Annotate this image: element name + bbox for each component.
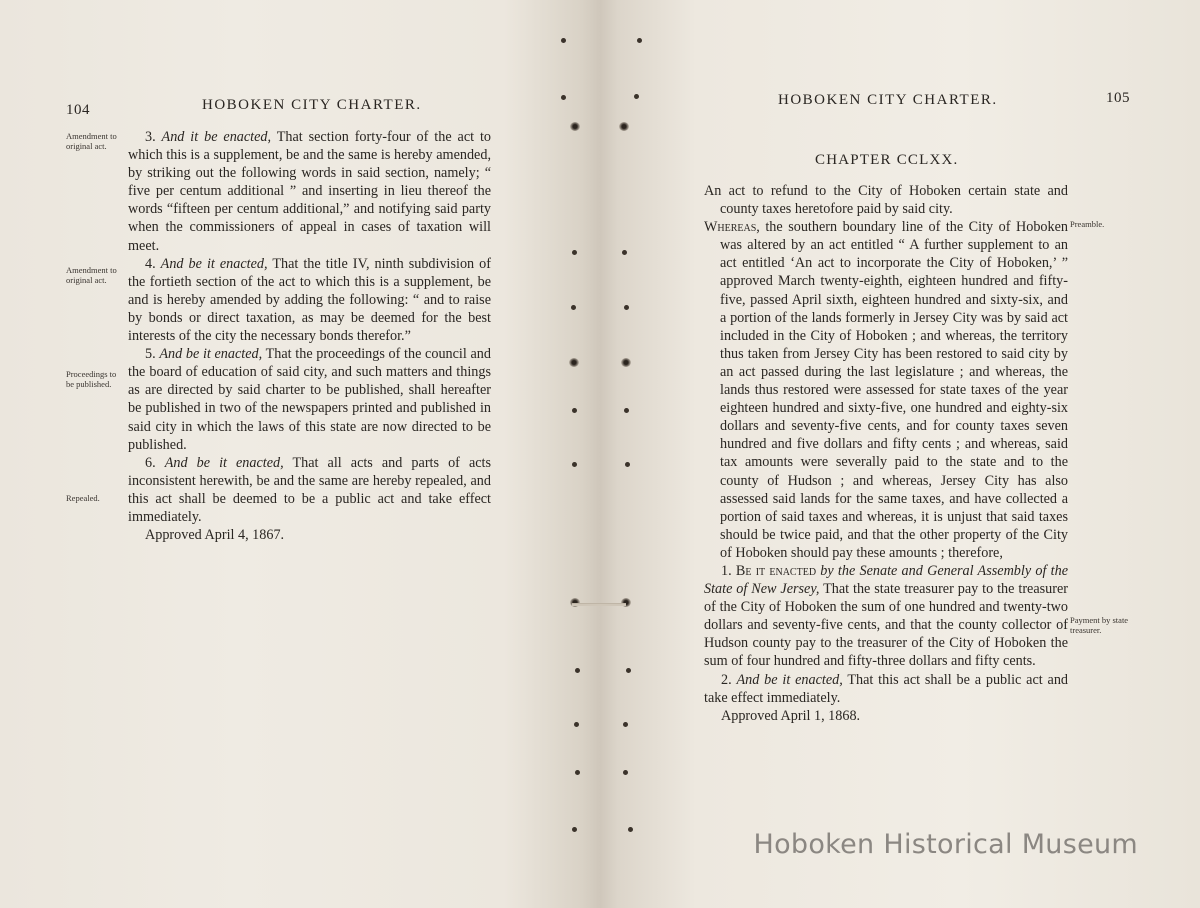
margin-note-payment: Payment by state treasurer. — [1070, 615, 1129, 635]
section-5: 5. And be it enacted, That the proceedings of the council and the board of education of said city, and such matters and things as are directed by said charter to be published, shall hereafter be published in two of the newspapers printed and published in said city in which the laws of this state are now directed to be published. — [128, 346, 491, 453]
binding-hole — [625, 462, 630, 467]
left-running-head: HOBOKEN CITY CHARTER. — [202, 97, 422, 113]
section-2: 2. And be it enacted, That this act shall be a public act and take effect immediately. — [704, 671, 1069, 706]
binding-hole — [623, 722, 628, 727]
binding-hole — [572, 827, 577, 832]
binding-hole — [628, 827, 633, 832]
right-page — [600, 0, 1200, 908]
museum-watermark: Hoboken Historical Museum — [753, 829, 1138, 860]
margin-note-amendment-2: Amendment to original act. — [66, 265, 117, 285]
binding-hole — [626, 668, 631, 673]
binding-hole — [569, 358, 579, 367]
margin-note-proceedings: Proceedings to be published. — [66, 369, 117, 389]
section-6: 6. And be it enacted, That all acts and parts of acts inconsistent herewith, be and the same are hereby repealed, and this act shall be deemed to be a public act and take effect immediately. — [128, 454, 491, 525]
binding-hole — [572, 462, 577, 467]
binding-hole — [622, 250, 627, 255]
right-approved-date: Approved April 1, 1868. — [721, 707, 861, 724]
binding-hole — [575, 668, 580, 673]
margin-note-preamble: Preamble. — [1070, 219, 1105, 229]
act-title: An act to refund to the City of Hoboken certain state and county taxes heretofore paid by said city. — [704, 183, 1068, 218]
binding-hole — [561, 38, 566, 43]
binding-hole — [574, 722, 579, 727]
left-page-number: 104 — [66, 102, 90, 118]
binding-hole — [572, 408, 577, 413]
binding-thread — [572, 603, 626, 606]
binding-hole — [621, 358, 631, 367]
binding-hole — [637, 38, 642, 43]
right-body-text — [704, 182, 1068, 725]
binding-hole — [619, 122, 629, 131]
binding-hole — [624, 408, 629, 413]
binding-hole — [572, 250, 577, 255]
binding-hole — [561, 95, 566, 100]
right-running-head: HOBOKEN CITY CHARTER. — [778, 92, 998, 108]
preamble: Whereas, the southern boundary line of the City of Hoboken was altered by an act entitled “ A further supplement to an act entitled ‘An act to incorporate the City of Hoboken,’ ” approved March twenty-eighth, eighteen hundred and fifty-five, passed April sixth, eighteen hundred and sixty-six, and a portion of the lands formerly in Jersey City was by said act included in the City of Hoboken ; and whereas, the territory thus taken from Jersey City has been restored to said city by an act passed during the last legislature ; and whereas, the lands thus restored were assessed for state taxes of the year eighteen hundred and sixty-five, one hundred and eighty-six dollars and seventy-five cents, and for county taxes seven hundred and five dollars and fifty cents ; and whereas, said tax amounts were severally paid to the state and to the county of Hudson ; and whereas, Jersey City has also assessed said lands for the same taxes, and have collected a portion of said taxes and whereas, it is unjust that said taxes should be twice paid, and that the other property of the City of Hoboken should pay these amounts ; therefore, — [704, 219, 1068, 561]
margin-note-amendment-1: Amendment to original act. — [66, 131, 117, 151]
margin-note-repealed: Repealed. — [66, 493, 100, 503]
binding-hole — [623, 770, 628, 775]
left-approved-date: Approved April 4, 1867. — [145, 527, 285, 544]
binding-hole — [575, 770, 580, 775]
left-body-text — [128, 128, 491, 544]
binding-holes — [555, 0, 645, 908]
right-page-number: 105 — [1106, 90, 1130, 106]
section-4: 4. And be it enacted, That the title IV, ninth subdivision of the fortieth section of the act to which this is a supplement, be and is hereby amended by adding the following: “ and to raise by bonds or direct taxation, as may be deemed for the best interests of the city the necessary bonds therefor.” — [128, 255, 491, 345]
binding-hole — [570, 122, 580, 131]
section-1: 1. Be it enacted by the Senate and General Assembly of the State of New Jersey, That the state treasurer pay to the treasurer of the City of Hoboken the sum of one hundred and twenty-two dollars and seventy-five cents, and that the county collector of Hudson county pay to the treasurer of the City of Hoboken the sum of four hundred and fifty-three dollars and fifty cents. — [704, 562, 1068, 670]
chapter-title: CHAPTER CCLXX. — [815, 152, 959, 168]
section-3: 3. And it be enacted, That section forty-four of the act to which this is a supplement, be and the same is hereby amended, by striking out the following words in said section, namely; “ five per centum additional ” and inserting in lieu thereof the words “fifteen per centum additional,” and notifying said party when the commissioners of appeal in cases of taxation will meet. — [128, 129, 491, 254]
binding-hole — [571, 305, 576, 310]
binding-hole — [634, 94, 639, 99]
binding-hole — [624, 305, 629, 310]
